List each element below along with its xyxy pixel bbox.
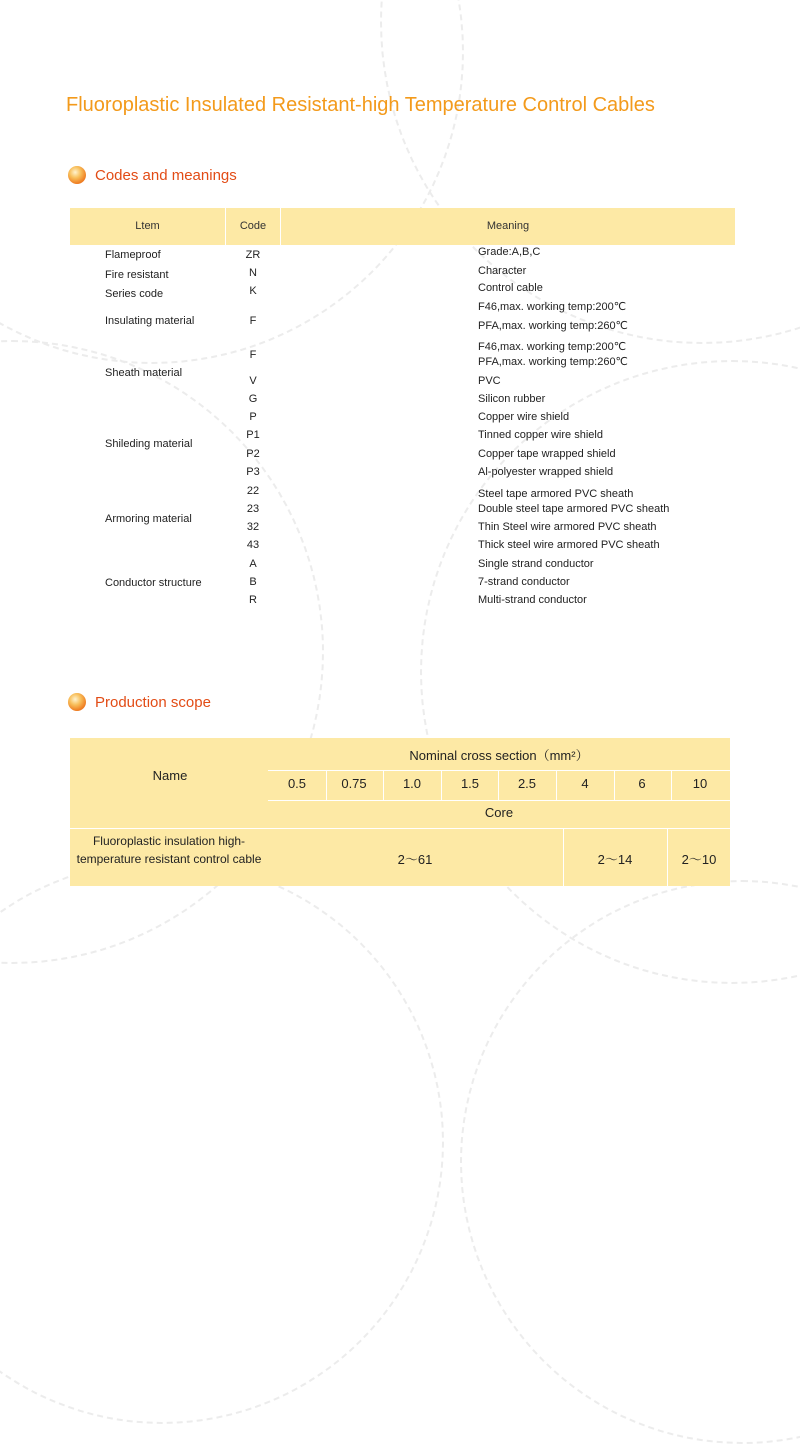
size-cell: 4 xyxy=(581,776,589,791)
meaning-cell: PFA,max. working temp:260℃ xyxy=(478,356,628,368)
grid-line xyxy=(70,828,268,829)
item-conductor-structure: Conductor structure xyxy=(105,577,202,589)
grid-line xyxy=(498,770,499,800)
code-cell: G xyxy=(248,393,258,405)
size-cell: 0.75 xyxy=(341,776,367,791)
header-meaning: Meaning xyxy=(486,220,530,232)
core-value-cell: 2～14 xyxy=(597,852,633,867)
meaning-cell: Al-polyester wrapped shield xyxy=(478,466,614,478)
size-cell: 6 xyxy=(638,776,646,791)
code-cell: F xyxy=(249,349,257,361)
item-shielding-material: Shileding material xyxy=(105,438,193,450)
core-value-cell: 2～61 xyxy=(397,852,433,867)
item-armoring-material: Armoring material xyxy=(105,513,192,525)
watermark-ring xyxy=(380,0,800,344)
meaning-cell: Copper wire shield xyxy=(478,411,570,423)
section-heading-production: Production scope xyxy=(68,693,211,711)
header-item: Ltem xyxy=(135,220,160,232)
grid-line xyxy=(614,770,615,800)
grid-line xyxy=(556,770,557,800)
grid-line xyxy=(383,770,384,800)
core-header: Core xyxy=(484,805,514,820)
grid-line xyxy=(671,770,672,800)
code-cell: K xyxy=(249,285,257,297)
section-heading-codes: Codes and meanings xyxy=(68,166,237,184)
code-cell: P1 xyxy=(246,429,260,441)
orange-bullet-icon xyxy=(68,693,86,711)
meaning-cell: Control cable xyxy=(478,282,543,294)
item-flameproof: Flameproof xyxy=(105,249,161,261)
meaning-cell: Grade:A,B,C xyxy=(478,246,541,258)
header-code: Code xyxy=(239,220,267,232)
grid-line xyxy=(268,828,730,829)
size-cell: 2.5 xyxy=(517,776,537,791)
code-cell: ZR xyxy=(245,249,261,261)
meaning-cell: Thin Steel wire armored PVC sheath xyxy=(478,521,657,533)
code-cell: 22 xyxy=(246,485,260,497)
item-fire-resistant: Fire resistant xyxy=(105,269,169,281)
code-cell: B xyxy=(249,576,257,588)
code-cell: 23 xyxy=(246,503,260,515)
meaning-cell: PVC xyxy=(478,375,501,387)
meaning-cell: Copper tape wrapped shield xyxy=(478,448,616,460)
size-cell: 10 xyxy=(692,776,708,791)
code-cell: 43 xyxy=(246,539,260,551)
code-cell: R xyxy=(249,594,257,606)
watermark-ring xyxy=(460,880,800,1444)
meaning-cell: Character xyxy=(478,265,527,277)
item-insulating-material: Insulating material xyxy=(105,315,195,327)
meaning-cell: F46,max. working temp:200℃ xyxy=(478,341,627,353)
production-scope-table xyxy=(70,738,730,886)
code-cell: F xyxy=(249,315,257,327)
core-value-cell: 2～10 xyxy=(681,852,717,867)
grid-line xyxy=(268,800,730,801)
grid-line xyxy=(326,770,327,800)
codes-table-header xyxy=(70,208,735,245)
meaning-cell: Thick steel wire armored PVC sheath xyxy=(478,539,660,551)
code-cell: P xyxy=(249,411,257,423)
code-cell: N xyxy=(249,267,257,279)
watermark-ring xyxy=(0,860,444,1424)
grid-line xyxy=(441,770,442,800)
meaning-cell: PFA,max. working temp:260℃ xyxy=(478,320,628,332)
grid-line xyxy=(563,828,564,886)
size-cell: 1.5 xyxy=(460,776,480,791)
grid-line xyxy=(268,770,730,771)
orange-bullet-icon xyxy=(68,166,86,184)
row-name-line2: temperature resistant control cable xyxy=(76,852,262,866)
meaning-cell: Multi-strand conductor xyxy=(478,594,587,606)
meaning-cell: Silicon rubber xyxy=(478,393,546,405)
size-cell: 0.5 xyxy=(287,776,307,791)
size-cell: 1.0 xyxy=(402,776,422,791)
code-cell: 32 xyxy=(246,521,260,533)
meaning-cell: 7-strand conductor xyxy=(478,576,570,588)
name-header: Name xyxy=(152,768,188,783)
code-cell: P3 xyxy=(246,466,260,478)
meaning-cell: Double steel tape armored PVC sheath xyxy=(478,503,670,515)
page-title: Fluoroplastic Insulated Resistant-high Temperature Control Cables xyxy=(66,94,655,116)
meaning-cell: Tinned copper wire shield xyxy=(478,429,603,441)
meaning-cell: F46,max. working temp:200℃ xyxy=(478,301,627,313)
code-cell: P2 xyxy=(246,448,260,460)
code-cell: A xyxy=(249,558,257,570)
meaning-cell: Steel tape armored PVC sheath xyxy=(478,488,634,500)
row-name-line1: Fluoroplastic insulation high- xyxy=(92,834,246,848)
item-series-code: Series code xyxy=(105,288,164,300)
item-sheath-material: Sheath material xyxy=(105,367,183,379)
meaning-cell: Single strand conductor xyxy=(478,558,594,570)
cross-section-header: Nominal cross section（mm²） xyxy=(409,748,589,763)
code-cell: V xyxy=(249,375,257,387)
